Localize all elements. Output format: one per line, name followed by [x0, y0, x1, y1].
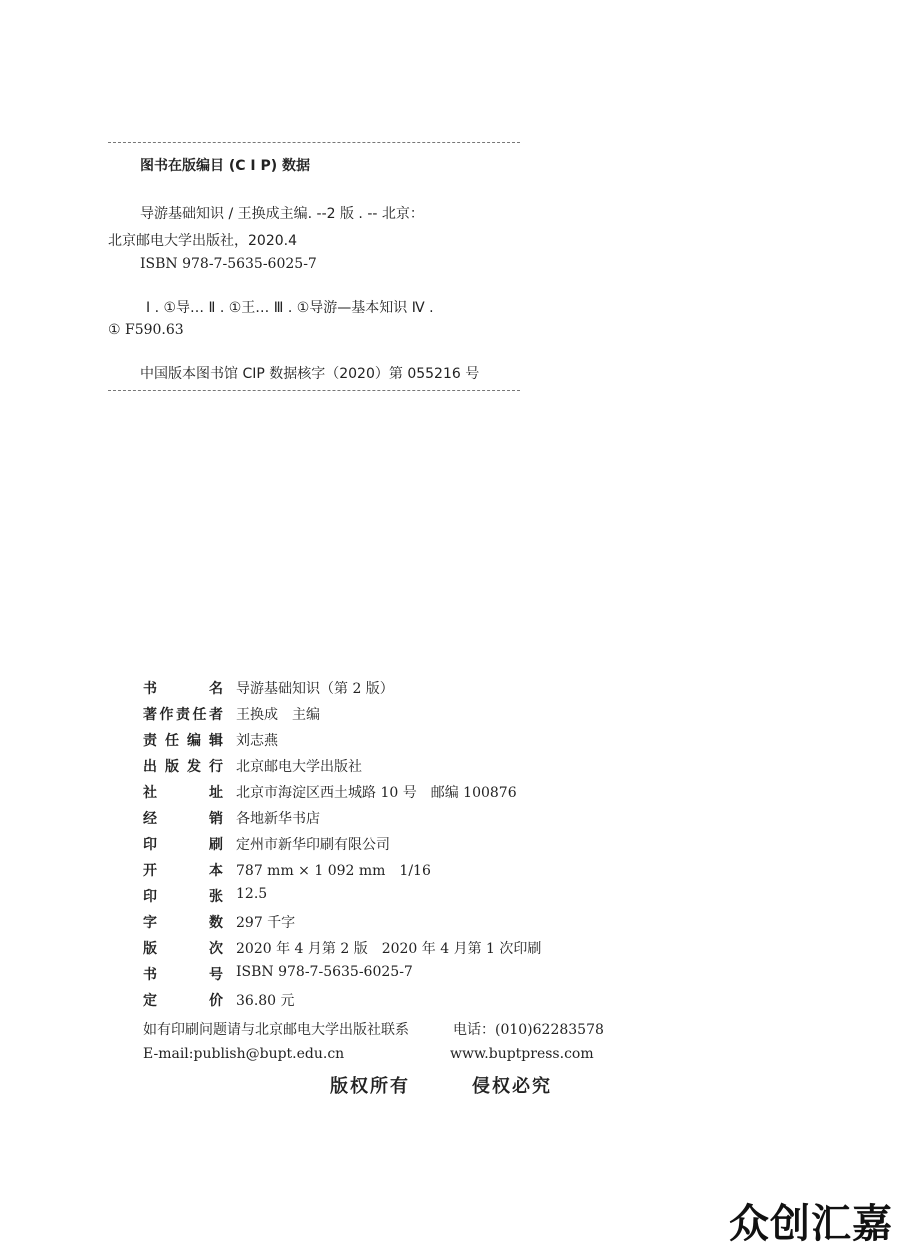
book-info-label: 定 价 — [143, 993, 223, 1009]
book-info-label: 印 刷 — [143, 837, 223, 853]
book-info-value: 2020 年 4 月第 2 版 2020 年 4 月第 1 次印刷 — [236, 941, 542, 957]
cip-subjects-2: ① F590.63 — [108, 322, 184, 338]
book-info-label: 版 次 — [143, 941, 223, 957]
book-info-label: 著 作 责 任 者 — [143, 707, 223, 723]
cip-bottom-divider — [108, 390, 520, 391]
cip-top-divider — [108, 142, 520, 143]
book-info-value: 787 mm × 1 092 mm 1/16 — [236, 863, 431, 879]
book-info-value: 北京邮电大学出版社 — [236, 759, 362, 775]
book-info-value: 北京市海淀区西土城路 10 号 邮编 100876 — [236, 785, 517, 801]
book-info-value: ISBN 978-7-5635-6025-7 — [236, 964, 413, 980]
book-info-label: 责 任 编 辑 — [143, 733, 223, 749]
book-info-value: 各地新华书店 — [236, 811, 320, 827]
book-info-value: 36.80 元 — [236, 993, 295, 1009]
book-info-label: 书 号 — [143, 967, 223, 983]
book-info-label: 开 本 — [143, 863, 223, 879]
book-info-value: 导游基础知识（第 2 版） — [236, 681, 394, 697]
book-info-label: 字 数 — [143, 915, 223, 931]
cip-isbn: ISBN 978-7-5635-6025-7 — [140, 256, 317, 272]
book-info-value: 定州市新华印刷有限公司 — [236, 837, 390, 853]
cip-line-2: 北京邮电大学出版社，2020.4 — [108, 233, 297, 249]
book-info-value: 12.5 — [236, 886, 268, 902]
book-info-label: 书 名 — [143, 681, 223, 697]
rights-reserved: 版权所有 — [330, 1076, 410, 1097]
contact-phone: 电话：(010)62283578 — [453, 1022, 604, 1038]
book-info-label: 印 张 — [143, 889, 223, 905]
publisher-website: www.buptpress.com — [450, 1046, 594, 1062]
cip-subjects-1: Ⅰ . ①导… Ⅱ . ①王… Ⅲ . ①导游—基本知识 Ⅳ . — [146, 300, 434, 316]
print-issue-note: 如有印刷问题请与北京邮电大学出版社联系 — [143, 1022, 409, 1038]
book-info-value: 297 千字 — [236, 915, 296, 931]
book-info-value: 王换成 主编 — [236, 707, 320, 723]
contact-email: E-mail:publish@bupt.edu.cn — [143, 1046, 345, 1062]
book-info-label: 社 址 — [143, 785, 223, 801]
watermark-logo: 众创汇嘉 — [729, 1201, 893, 1247]
cip-line-1: 导游基础知识 / 王换成主编. --2 版 . -- 北京： — [140, 206, 424, 222]
book-info-label: 出 版 发 行 — [143, 759, 223, 775]
book-info-value: 刘志燕 — [236, 733, 278, 749]
book-info-label: 经 销 — [143, 811, 223, 827]
cip-title: 图书在版编目 (C I P) 数据 — [140, 158, 311, 174]
piracy-warning: 侵权必究 — [472, 1076, 552, 1097]
cip-record: 中国版本图书馆 CIP 数据核字（2020）第 055216 号 — [140, 366, 480, 382]
